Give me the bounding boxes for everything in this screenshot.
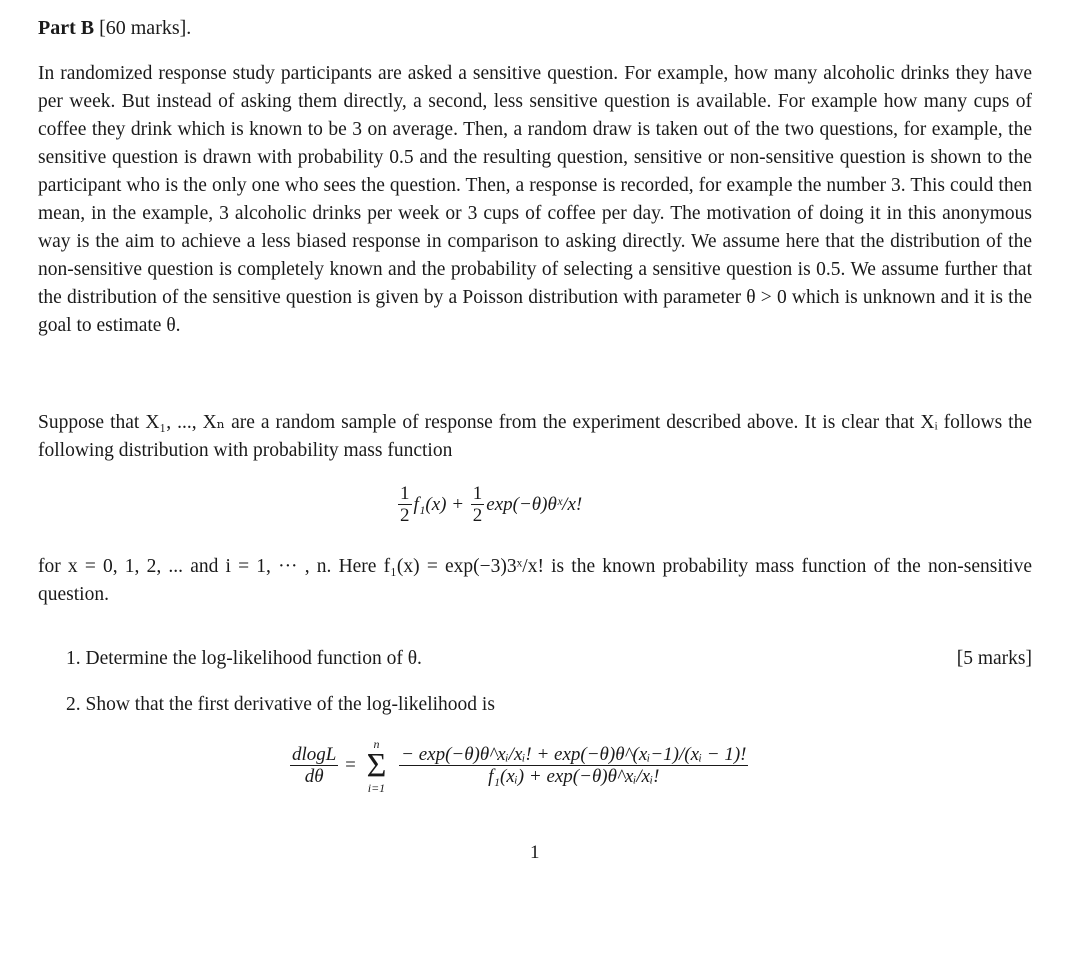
definition-paragraph: for x = 0, 1, 2, ... and i = 1, ··· , n. Here f₁(x) = exp(−3)3ˣ/x! is the known probability mass function of the non-sensitive question. — [38, 556, 1032, 605]
pmf-term-1: f₁(x) + — [413, 493, 465, 515]
question-2: 2. Show that the first derivative of the log-likelihood is — [66, 694, 495, 715]
equals-sign: = — [345, 754, 356, 776]
part-heading — [38, 17, 191, 40]
half-fraction-1: $\frac{1}{2}$ — [400, 483, 410, 526]
derivative-equation — [288, 738, 750, 794]
intro-paragraph: In randomized response study participants are asked a sensitive question. For example, how many alcoholic drinks they have per week. But instead of asking them directly, a second, less sensitive question is available. For example how many cups of coffee they drink which is known to be 3 on average. Then, a random draw is taken out of the two questions, for example, the sensitive question is drawn with probability 0.5 and the resulting question, sensitive or non-sensitive question is shown to the participant who is the only one who sees the question. Then, a response is recorded, for example the number 3. This could then mean, in the example, 3 alcoholic drinks per week or 3 cups of coffee per day. The motivation of doing it in this anonymous way is the aim to achieve a less biased response in comparison to asking directly. We assume here that the distribution of the non-sensitive question is completely known and the probability of selecting a sensitive question is 0.5. We assume further that the distribution of the sensitive question is given by a Poisson distribution with parameter θ > 0 which is unknown and it is the goal to estimate θ. — [38, 63, 1032, 336]
sigma-icon: Σ — [366, 747, 387, 784]
part-marks: [60 marks]. — [99, 17, 192, 39]
part-title: Part B — [38, 17, 95, 39]
question-1: 1. Determine the log-likelihood function of θ. — [66, 648, 422, 669]
half-fraction-2: $\frac{1}{2}$ — [472, 483, 483, 526]
pmf-term-2: exp(−θ)θˣ/x! — [486, 493, 583, 515]
derivative-lhs: $\frac{dlogL}{d\theta}$ — [292, 743, 337, 787]
derivative-rhs: $\frac{\text{− exp(−θ)θ\textasciicircum{}xᵢ/xᵢ! + exp(−θ)θ\textasciicircum{}(xᵢ−1)/(xᵢ − 1)!}}{\text{f₁(xᵢ) + exp(−θ)θ\textasciicircum{}xᵢ/xᵢ!}}$ — [401, 743, 747, 787]
summation: n Σ i=1 — [366, 737, 387, 795]
pmf-equation — [396, 484, 582, 527]
sample-paragraph: Suppose that X₁, ..., Xₙ are a random sample of response from the experiment described above. It is clear that Xᵢ follows the following distribution with probability mass function — [38, 412, 1032, 461]
page-number: 1 — [530, 842, 540, 863]
question-1-marks: [5 marks] — [956, 648, 1032, 669]
